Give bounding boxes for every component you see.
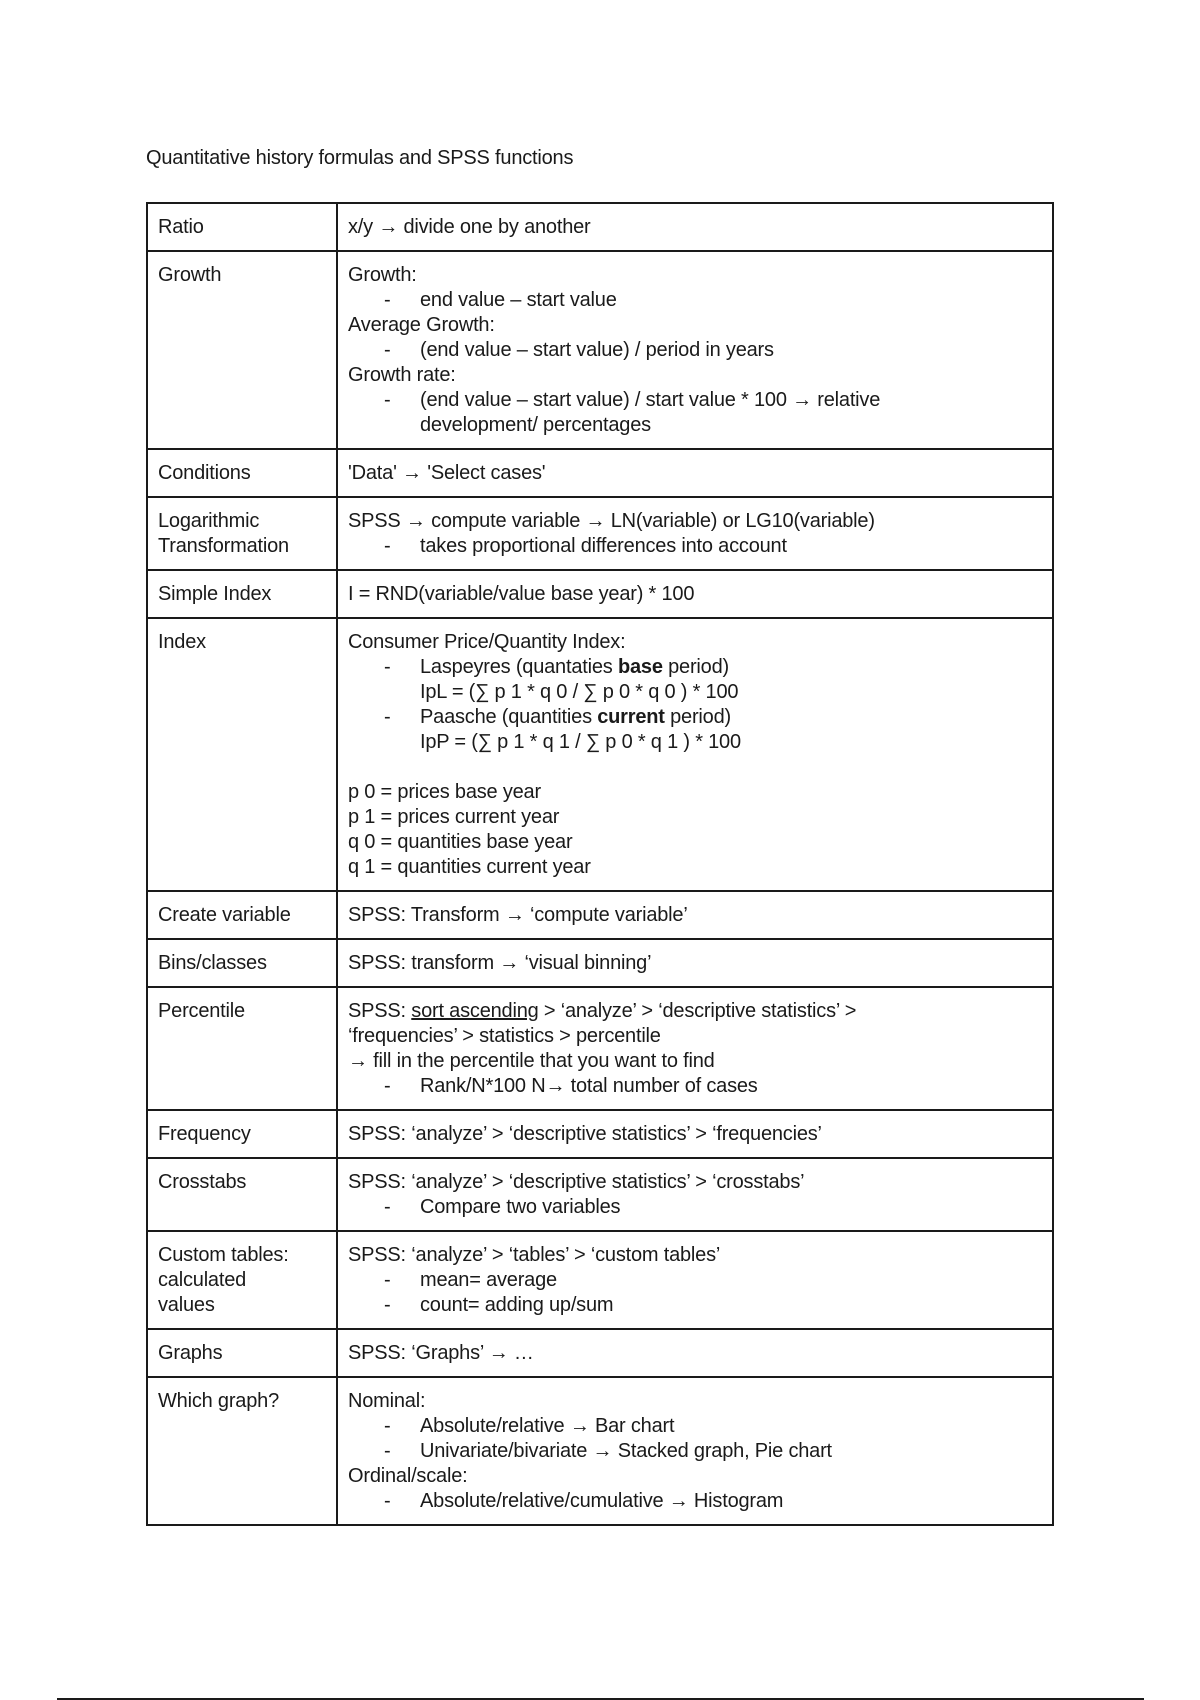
bullet-text: period): [664, 706, 731, 728]
description-line: [348, 999, 1042, 1024]
bullet-item: - end value – start value: [348, 288, 1042, 313]
bold-text: base: [617, 656, 663, 678]
term-label: Logarithmic: [158, 510, 260, 532]
table-row: [147, 1110, 1053, 1158]
description-line: ‘frequencies’ > statistics > percentile: [348, 1025, 661, 1047]
table-row: [147, 1329, 1053, 1377]
term-cell: [147, 251, 337, 449]
term-cell: [147, 203, 337, 251]
page-title: Quantitative history formulas and SPSS functions: [146, 147, 574, 169]
description-text: SPSS:: [348, 1000, 412, 1022]
bullet-item: - Absolute/relative/cumulative → Histogram: [348, 1489, 1042, 1514]
underlined-text: sort ascending: [411, 1000, 539, 1022]
term-label: calculated: [158, 1269, 247, 1291]
bullet-text: Paasche (quantities: [420, 706, 598, 728]
term-label: Conditions: [158, 462, 251, 484]
description-cell: [337, 1231, 1053, 1329]
bullet-continuation: development/ percentages: [420, 414, 651, 436]
term-label: Transformation: [158, 535, 289, 557]
table-row: [147, 203, 1053, 251]
description-cell: [337, 1158, 1053, 1231]
term-label: Graphs: [158, 1342, 223, 1364]
formula-line: IpL = (∑ p 1 * q 0 / ∑ p 0 * q 0 ) * 100: [420, 681, 739, 703]
description-text: > ‘analyze’ > ‘descriptive statistics’ >: [538, 1000, 857, 1022]
bullet-item: [348, 655, 1042, 680]
term-cell: [147, 1231, 337, 1329]
description-line: SPSS: ‘analyze’ > ‘tables’ > ‘custom tables’: [348, 1244, 721, 1266]
description-line: SPSS: ‘analyze’ > ‘descriptive statistics’ > ‘frequencies’: [348, 1123, 822, 1145]
table-row: [147, 891, 1053, 939]
description-cell: [337, 1377, 1053, 1525]
description-line: Ordinal/scale:: [348, 1465, 468, 1487]
term-cell: [147, 497, 337, 570]
term-label: Create variable: [158, 904, 291, 926]
term-label: Percentile: [158, 1000, 245, 1022]
term-label: Frequency: [158, 1123, 251, 1145]
term-cell: [147, 891, 337, 939]
term-cell: [147, 1377, 337, 1525]
definition-line: q 0 = quantities base year: [348, 831, 573, 853]
table-row: [147, 1158, 1053, 1231]
description-cell: [337, 987, 1053, 1110]
formula-table: [146, 202, 1054, 1526]
description-line: I = RND(variable/value base year) * 100: [348, 583, 695, 605]
term-cell: [147, 939, 337, 987]
table-row: [147, 570, 1053, 618]
description-line: Growth:: [348, 264, 417, 286]
term-label: Crosstabs: [158, 1171, 247, 1193]
term-cell: [147, 1110, 337, 1158]
term-cell: [147, 449, 337, 497]
table-row: [147, 939, 1053, 987]
bullet-item: [348, 705, 1042, 730]
term-cell: [147, 1329, 337, 1377]
term-label: Custom tables:: [158, 1244, 289, 1266]
term-label: values: [158, 1294, 215, 1316]
formula-line: IpP = (∑ p 1 * q 1 / ∑ p 0 * q 1 ) * 100: [420, 731, 741, 753]
description-line: x/y → divide one by another: [348, 216, 591, 238]
term-cell: [147, 987, 337, 1110]
term-label: Simple Index: [158, 583, 272, 605]
description-line: SPSS: ‘Graphs’ → …: [348, 1342, 534, 1364]
bold-text: current: [597, 706, 665, 728]
bullet-item: - count= adding up/sum: [348, 1293, 1042, 1318]
description-cell: [337, 891, 1053, 939]
description-line: SPSS: Transform → ‘compute variable’: [348, 904, 688, 926]
table-row: [147, 1377, 1053, 1525]
description-line: SPSS → compute variable → LN(variable) or LG10(variable): [348, 510, 875, 532]
definition-line: q 1 = quantities current year: [348, 856, 591, 878]
bullet-text: period): [662, 656, 729, 678]
description-line: Growth rate:: [348, 364, 456, 386]
spacer: [348, 755, 1042, 780]
table-row: [147, 1231, 1053, 1329]
term-cell: [147, 570, 337, 618]
bullet-text: Laspeyres (quantaties: [420, 656, 618, 678]
definition-line: p 0 = prices base year: [348, 781, 541, 803]
table-row: [147, 497, 1053, 570]
description-cell: [337, 251, 1053, 449]
description-cell: [337, 570, 1053, 618]
table-row: [147, 987, 1053, 1110]
term-cell: [147, 618, 337, 891]
description-cell: [337, 618, 1053, 891]
description-cell: [337, 449, 1053, 497]
description-line: SPSS: ‘analyze’ > ‘descriptive statistics’ > ‘crosstabs’: [348, 1171, 805, 1193]
description-cell: [337, 203, 1053, 251]
description-cell: [337, 1329, 1053, 1377]
bullet-item: - Univariate/bivariate → Stacked graph, Pie chart: [348, 1439, 1042, 1464]
term-label: Bins/classes: [158, 952, 267, 974]
description-line: Consumer Price/Quantity Index:: [348, 631, 626, 653]
bullet-item: - Compare two variables: [348, 1195, 1042, 1220]
bullet-item: - (end value – start value) / period in years: [348, 338, 1042, 363]
bullet-item: - Absolute/relative → Bar chart: [348, 1414, 1042, 1439]
term-label: Growth: [158, 264, 222, 286]
term-label: Which graph?: [158, 1390, 279, 1412]
bullet-item: - takes proportional differences into account: [348, 534, 1042, 559]
description-line: SPSS: transform → ‘visual binning’: [348, 952, 652, 974]
description-cell: [337, 1110, 1053, 1158]
bullet-item: - mean= average: [348, 1268, 1042, 1293]
table-row: [147, 618, 1053, 891]
description-cell: [337, 497, 1053, 570]
bullet-item: - Rank/N*100 N→ total number of cases: [348, 1074, 1042, 1099]
description-line: Average Growth:: [348, 314, 495, 336]
table-row: [147, 449, 1053, 497]
description-line: 'Data' → 'Select cases': [348, 462, 546, 484]
description-line: → fill in the percentile that you want to find: [348, 1050, 715, 1072]
term-label: Index: [158, 631, 206, 653]
description-cell: [337, 939, 1053, 987]
term-label: Ratio: [158, 216, 204, 238]
table-row: [147, 251, 1053, 449]
definition-line: p 1 = prices current year: [348, 806, 560, 828]
term-cell: [147, 1158, 337, 1231]
bullet-item: - (end value – start value) / start value * 100 → relative: [348, 388, 1042, 413]
description-line: Nominal:: [348, 1390, 426, 1412]
